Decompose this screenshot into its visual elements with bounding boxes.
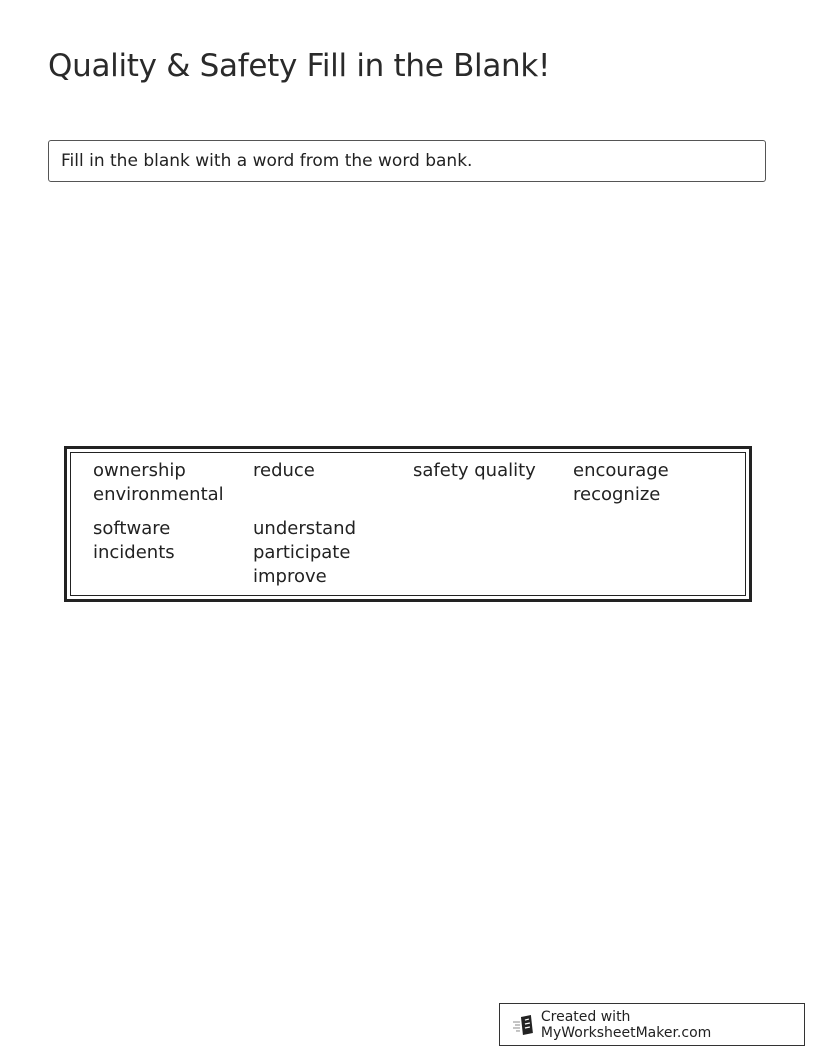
word: ownership (93, 460, 186, 481)
word: participate (253, 542, 351, 563)
instructions-text: Fill in the blank with a word from the word bank. (61, 151, 473, 171)
page-title: Quality & Safety Fill in the Blank! (48, 48, 551, 84)
word-bank (64, 446, 752, 602)
word: encourage (573, 460, 669, 481)
word-bank-cell (93, 459, 248, 507)
footer-text: Created with MyWorksheetMaker.com (540, 1008, 712, 1041)
word-bank-cell (253, 459, 408, 483)
word-bank-cell (413, 459, 568, 483)
instructions-box (48, 140, 766, 182)
word-bank-cell (573, 459, 728, 507)
word: reduce (253, 460, 315, 481)
word-bank-cell (253, 517, 408, 589)
word: incidents (93, 542, 175, 563)
worksheet-logo-icon (512, 1014, 536, 1036)
word: improve (253, 566, 327, 587)
word: understand (253, 518, 357, 539)
word: environmental (93, 484, 224, 505)
word: software (93, 518, 171, 539)
word: safety quality (413, 460, 536, 481)
word-bank-cell (93, 517, 248, 565)
footer-credit[interactable] (499, 1003, 805, 1046)
word: recognize (573, 484, 661, 505)
